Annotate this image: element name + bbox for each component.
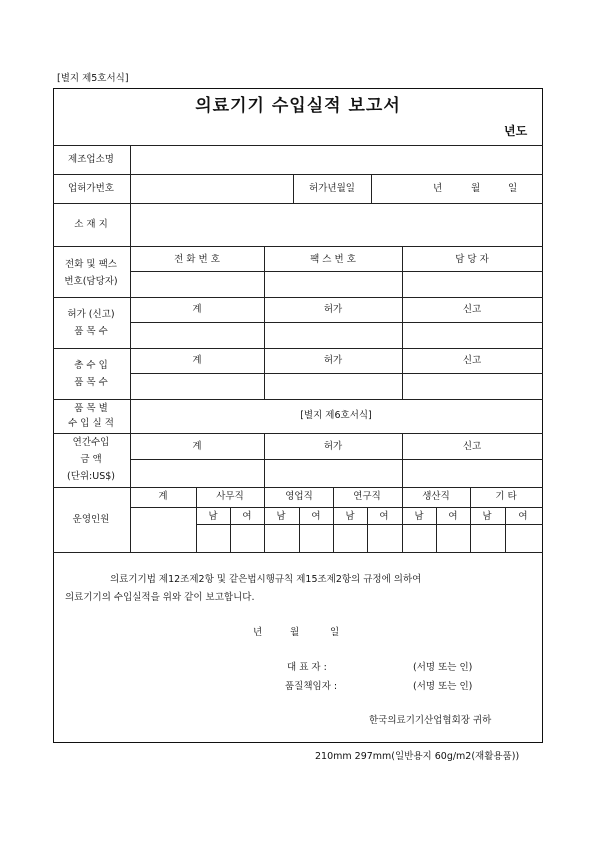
female-header: 여: [379, 511, 389, 522]
statement-date-year: 년: [253, 627, 263, 638]
row-divider: [130, 459, 543, 460]
total-import-label-line2: 품 목 수: [74, 377, 108, 388]
col-divider: [299, 507, 300, 552]
col-divider: [367, 507, 368, 552]
license-date-label: 허가년월일: [309, 183, 355, 194]
staff-col-sales: 영업직: [285, 491, 313, 502]
phone-header: 전 화 번 호: [174, 254, 220, 265]
col-divider: [264, 433, 265, 487]
manufacturer-label: 제조업소명: [68, 154, 114, 165]
row-divider: [130, 271, 543, 272]
male-header: 남: [482, 511, 492, 522]
male-header: 남: [414, 511, 424, 522]
paper-spec-footer: 210mm 297mm(일반용지 60g/m2(재활용품)): [315, 751, 520, 762]
col-divider: [196, 487, 197, 552]
staff-col-research: 연구직: [353, 491, 381, 502]
date-month: 월: [471, 183, 481, 194]
statement-line1: 의료기기법 제12조제2항 및 같은법시행규칙 제15조제2항의 규정에 의하여: [110, 574, 422, 585]
row-divider: [53, 174, 543, 175]
row-divider: [53, 348, 543, 349]
statement-date-month: 월: [290, 627, 300, 638]
recipient: 한국의료기기산업협회장 귀하: [369, 715, 492, 726]
items-label-line2: 품 목 수: [74, 326, 108, 337]
date-day: 일: [508, 183, 518, 194]
row-divider: [130, 373, 543, 374]
contact-label-line1: 전화 및 팩스: [65, 259, 117, 270]
by-item-form-reference: [별지 제6호서식]: [300, 410, 372, 421]
female-header: 여: [242, 511, 252, 522]
total-import-label-line1: 총 수 입: [74, 360, 108, 371]
annual-label-line1: 연간수입: [72, 437, 110, 448]
representative-signature: (서명 또는 인): [413, 662, 473, 673]
row-divider: [196, 524, 543, 525]
annual-report-header: 신고: [462, 441, 482, 452]
annual-label-line3: (단위:US$): [67, 471, 115, 482]
form-reference: [별지 제5호서식]: [57, 73, 129, 84]
col-divider: [436, 507, 437, 552]
female-header: 여: [518, 511, 528, 522]
items-report-header: 신고: [462, 304, 482, 315]
statement-line2: 의료기기의 수입실적을 위와 같이 보고합니다.: [65, 592, 255, 603]
page-title: 의료기기 수입실적 보고서: [195, 96, 401, 116]
female-header: 여: [311, 511, 321, 522]
male-header: 남: [276, 511, 286, 522]
col-divider: [402, 487, 403, 552]
row-divider: [53, 246, 543, 247]
staff-label: 운영인원: [72, 514, 110, 525]
form-frame: [53, 88, 543, 743]
row-divider: [53, 203, 543, 204]
row-divider: [53, 433, 543, 434]
contact-label-line2: 번호(담당자): [64, 276, 118, 287]
license-number-label: 업허가번호: [68, 183, 114, 194]
location-label: 소 재 지: [74, 219, 108, 230]
row-divider: [130, 507, 543, 508]
annual-label-line2: 금 액: [80, 454, 102, 465]
label-column-divider: [130, 145, 131, 552]
manager-header: 담 당 자: [455, 254, 489, 265]
col-divider: [402, 433, 403, 487]
import-permit-header: 허가: [323, 355, 343, 366]
items-permit-header: 허가: [323, 304, 343, 315]
female-header: 여: [448, 511, 458, 522]
date-year: 년: [433, 183, 443, 194]
col-divider: [230, 507, 231, 552]
by-item-label-line2: 수 입 실 적: [68, 418, 114, 429]
row-divider: [53, 399, 543, 400]
col-divider: [264, 487, 265, 552]
staff-col-office: 사무직: [216, 491, 244, 502]
row-divider: [130, 322, 543, 323]
row-divider: [53, 297, 543, 298]
by-item-label-line1: 품 목 별: [74, 403, 108, 414]
staff-col-other: 기 타: [495, 491, 517, 502]
male-header: 남: [345, 511, 355, 522]
quality-manager-label: 품질책임자 :: [285, 681, 338, 692]
row-divider: [53, 552, 543, 553]
import-report-header: 신고: [462, 355, 482, 366]
staff-total-header: 계: [158, 491, 168, 502]
row-divider: [53, 145, 543, 146]
items-label-line1: 허가 (신고): [67, 309, 115, 320]
annual-permit-header: 허가: [323, 441, 343, 452]
col-divider: [293, 174, 294, 203]
male-header: 남: [208, 511, 218, 522]
col-divider: [333, 487, 334, 552]
staff-col-production: 생산직: [422, 491, 450, 502]
col-divider: [470, 487, 471, 552]
statement-date-day: 일: [330, 627, 340, 638]
representative-label: 대 표 자 :: [287, 662, 327, 673]
col-divider: [505, 507, 506, 552]
items-total-header: 계: [192, 304, 202, 315]
annual-total-header: 계: [192, 441, 202, 452]
col-divider: [402, 246, 403, 399]
col-divider: [371, 174, 372, 203]
fax-header: 팩 스 번 호: [310, 254, 356, 265]
import-total-header: 계: [192, 355, 202, 366]
year-label: 년도: [504, 124, 528, 138]
col-divider: [264, 246, 265, 399]
quality-manager-signature: (서명 또는 인): [413, 681, 473, 692]
